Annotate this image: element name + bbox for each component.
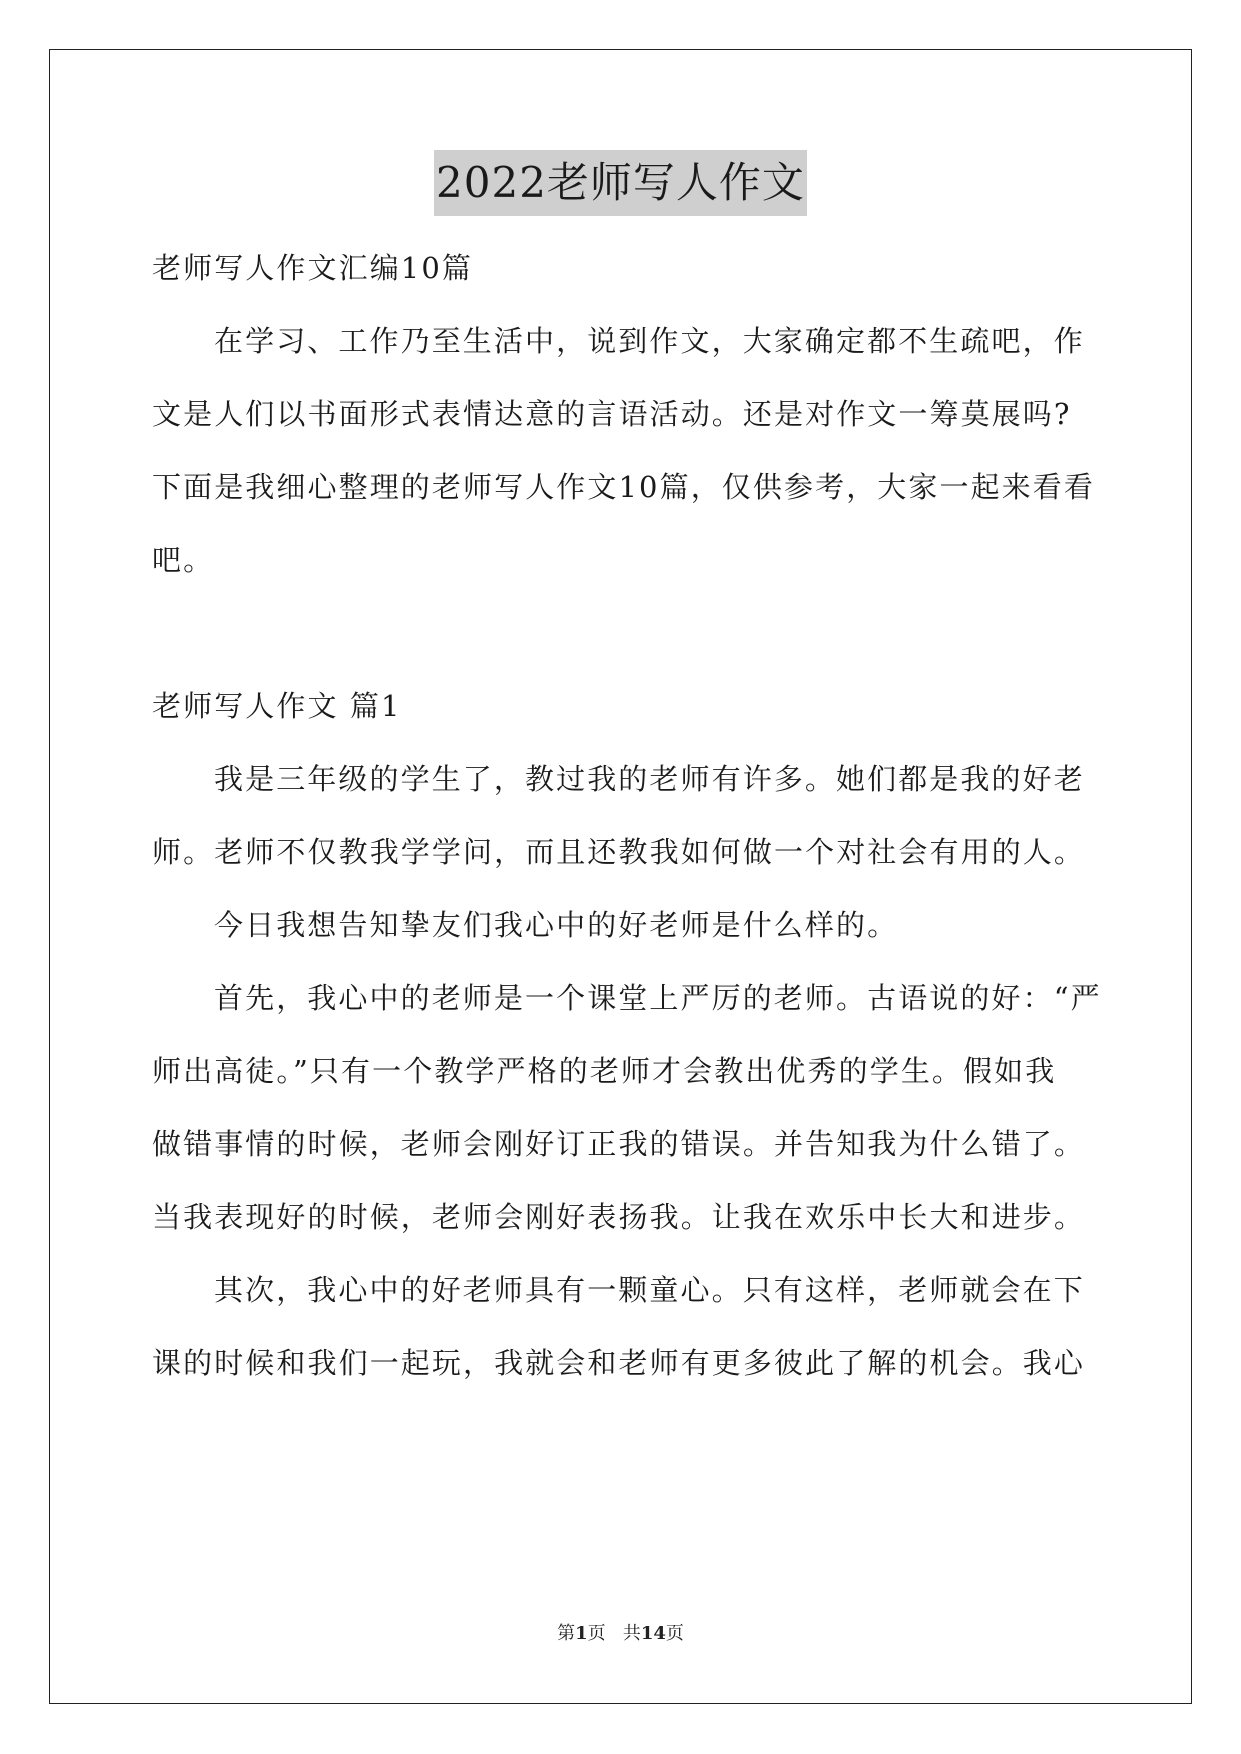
body-line-2: 师。老师不仅教我学学问，而且还教我如何做一个对社会有用的人。 bbox=[152, 835, 1086, 869]
body-line-8: 其次，我心中的好老师具有一颗童心。只有这样，老师就会在下 bbox=[214, 1273, 1085, 1307]
document-subtitle: 老师写人作文汇编10篇 bbox=[152, 251, 474, 285]
page-footer bbox=[0, 1622, 1241, 1646]
total-pages: 14 bbox=[640, 1623, 666, 1644]
body-line-9: 课的时候和我们一起玩，我就会和老师有更多彼此了解的机会。我心 bbox=[152, 1346, 1086, 1380]
intro-line-2: 文是人们以书面形式表情达意的言语活动。还是对作文一筹莫展吗? bbox=[152, 397, 1072, 431]
body-line-7: 当我表现好的时候，老师会刚好表扬我。让我在欢乐中长大和进步。 bbox=[152, 1200, 1086, 1234]
body-line-5: 师出高徒。”只有一个教学严格的老师才会教出优秀的学生。假如我 bbox=[152, 1054, 1057, 1088]
section-spacer bbox=[152, 597, 1097, 670]
page-number: 1 bbox=[575, 1623, 588, 1644]
document-title: 2022老师写人作文 bbox=[434, 150, 807, 216]
total-suffix: 页 bbox=[665, 1623, 684, 1644]
body-line-1: 我是三年级的学生了，教过我的老师有许多。她们都是我的好老 bbox=[214, 762, 1085, 796]
page-suffix: 页 bbox=[587, 1623, 606, 1644]
title-container bbox=[0, 150, 1241, 216]
intro-line-4: 吧。 bbox=[152, 543, 215, 577]
section-heading: 老师写人作文 篇1 bbox=[152, 689, 402, 723]
intro-line-1: 在学习、工作乃至生活中，说到作文，大家确定都不生疏吧，作 bbox=[214, 324, 1085, 358]
page-prefix: 第 bbox=[557, 1623, 576, 1644]
body-line-6: 做错事情的时候，老师会刚好订正我的错误。并告知我为什么错了。 bbox=[152, 1127, 1086, 1161]
intro-line-3: 下面是我细心整理的老师写人作文10篇，仅供参考，大家一起来看看 bbox=[152, 470, 1096, 504]
document-body bbox=[152, 232, 1102, 1400]
body-line-3: 今日我想告知挚友们我心中的好老师是什么样的。 bbox=[214, 908, 899, 942]
total-prefix: 共 bbox=[622, 1623, 641, 1644]
body-line-4: 首先，我心中的老师是一个课堂上严厉的老师。古语说的好：“严 bbox=[214, 981, 1102, 1015]
